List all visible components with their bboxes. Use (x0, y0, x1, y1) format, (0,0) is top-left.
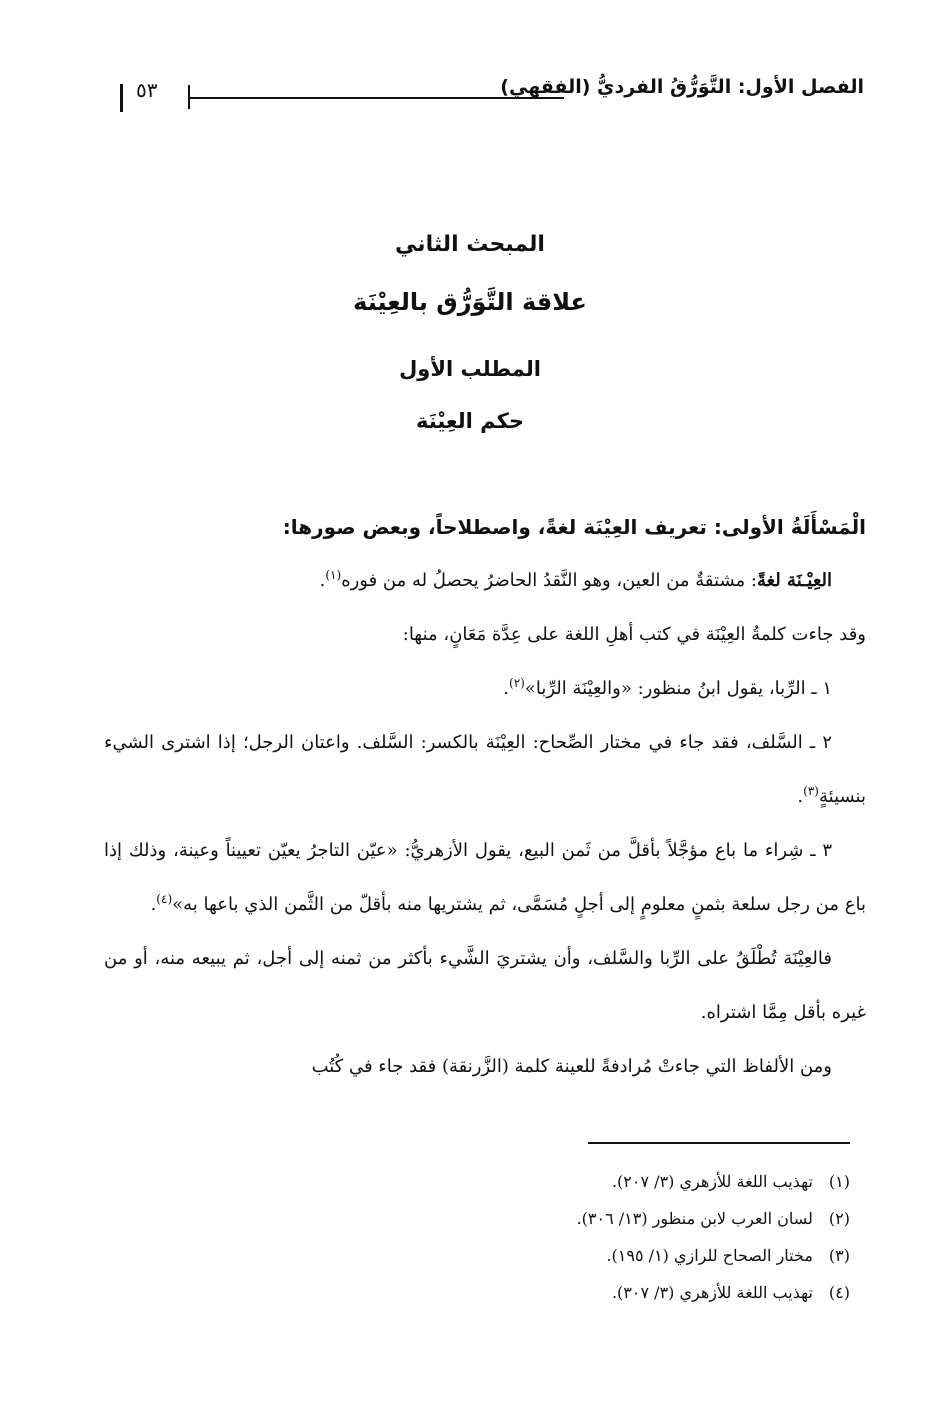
list-item-1-number: ١ ـ (811, 678, 832, 699)
footnote-item (350, 1274, 850, 1311)
definition-lead: العِيْـنَة لغةً (756, 570, 832, 591)
footnote-ref-1[interactable]: (١) (325, 568, 342, 582)
footnote-number: (٢) (828, 1209, 850, 1228)
list-item-1-text: الرِّبا، يقول ابنُ منظور: «والعِيْنَة الرِّبا» (524, 678, 806, 699)
list-item-3-end: . (150, 894, 157, 915)
footnote-ref-2[interactable]: (٢) (509, 676, 525, 690)
footnote-separator (588, 1142, 850, 1144)
page-number: ٥٣ (136, 78, 158, 102)
issue-title: الْمَسْأَلَةُ الأولى: تعريف العِيْنَة لغةً، واصطلاحاً، وبعض صورها: (282, 515, 866, 539)
list-item-3-number: ٣ ـ (810, 840, 833, 861)
section-title: حكم العِيْنَة (416, 409, 524, 433)
footnote-text: تهذيب اللغة للأزهري (٣/ ٣٠٧). (611, 1283, 813, 1302)
paragraph-synonyms: ومن الألفاظ التي جاءتْ مُرادفةً للعينة كلمة (الزَّرنقة) فقد جاء في كُتُب (311, 1056, 832, 1077)
footnote-text: لسان العرب لابن منظور (١٣/ ٣٠٦). (576, 1209, 813, 1228)
chapter-heading: المبحث الثاني (395, 232, 545, 257)
footnote-text: مختار الصحاح للرازي (١/ ١٩٥). (606, 1246, 813, 1265)
list-item-3-text: شِراء ما باع مؤجَّلاً بأقلَّ من ثَمن البيع، يقول الأزهريُّ: «عيّن التاجرُ يعيّن تعييناً وعينة، وذلك إذا باع من رجل سلعة بثمنٍ معلومٍ إلى أجلٍ مُسَمَّى، ثم يشتريها منه بأقلّ من الثَّمن الذي باعها به» (104, 840, 866, 915)
main-body (104, 500, 866, 1094)
definition-end: . (319, 570, 326, 591)
paragraph-summary: فالعِيْنَة تُطْلَقُ على الرِّبا والسَّلف، وأن يشتريَ الشَّيء بأكثر من ثمنه إلى أجل، ثم يبيعه منه، أو من غيره بأقل مِمَّا اشتراه. (104, 948, 866, 1023)
headings-block (0, 230, 940, 436)
list-item-1-end: . (503, 678, 510, 699)
list-item-2-text: السَّلف، فقد جاء في مختار الصِّحاح: العِيْنَة بالكسر: السَّلف. واعتان الرجل؛ إذا اشترى الشيء بنسيئةٍ (104, 732, 866, 807)
list-item-2-number: ٢ ـ (809, 732, 832, 753)
footnote-item (350, 1237, 850, 1274)
running-title: الفصل الأول: التَّوَرُّقُ الفرديُّ (الفقهي) (500, 76, 864, 98)
list-item-2 (104, 716, 866, 824)
footnote-number: (٤) (828, 1283, 850, 1302)
definition-text: : مشتقةٌ من العين، وهو النَّقدُ الحاضرُ يحصلُ له من فوره (341, 570, 757, 591)
footnote-ref-4[interactable]: (٤) (156, 892, 173, 906)
footnotes-list (350, 1163, 850, 1311)
page-header (112, 72, 864, 116)
list-item-2-end: . (797, 786, 804, 807)
chapter-title: علاقة التَّوَرُّق بالعِيْنَة (353, 288, 587, 316)
footnote-number: (١) (828, 1172, 850, 1191)
list-item-1 (104, 662, 866, 716)
list-item-3 (104, 824, 866, 932)
footnote-item (350, 1163, 850, 1200)
section-heading: المطلب الأول (399, 357, 541, 381)
footnote-text: تهذيب اللغة للأزهري (٣/ ٢٠٧). (611, 1172, 813, 1191)
footnote-ref-3[interactable]: (٣) (803, 784, 819, 798)
footnote-number: (٣) (828, 1246, 850, 1265)
footnote-item (350, 1200, 850, 1237)
paragraph-meanings-intro: وقد جاءت كلمةُ العِيْنَة في كتب أهلِ اللغة على عِدَّة مَعَانٍ، منها: (402, 624, 866, 645)
paragraph-definition (104, 554, 866, 608)
header-left-bar (120, 84, 123, 112)
